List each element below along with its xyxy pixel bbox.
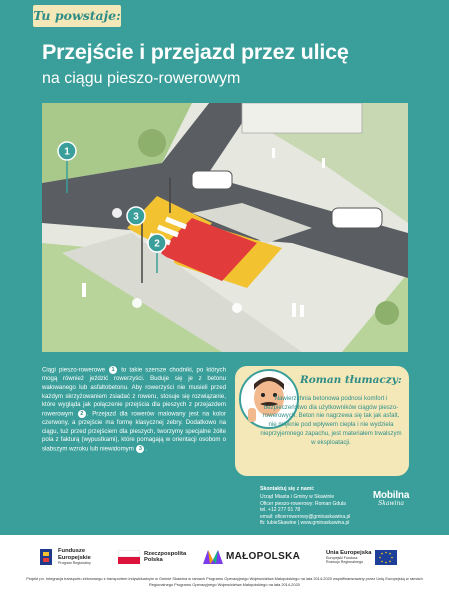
building	[242, 103, 362, 133]
rp-line1: Rzeczpospolita	[144, 550, 187, 557]
logo-unia-europejska	[326, 540, 397, 574]
tree	[138, 129, 166, 157]
brand-line-1: Mobilna	[372, 490, 410, 501]
fe-line1: Fundusze	[58, 548, 86, 555]
logo-rzeczpospolita	[118, 540, 186, 574]
contact-block	[260, 486, 370, 526]
rp-line2: Polska	[144, 557, 163, 563]
contact-line: Oficer pieszo-rowerowy: Roman Gdula	[260, 500, 346, 507]
ue-line3: Rozwoju Regionalnego	[326, 560, 363, 565]
fe-line3: Program Regionalny	[58, 561, 91, 566]
svg-text:2: 2	[154, 238, 160, 250]
marker-3	[127, 207, 145, 225]
contact-web[interactable]: fb: lubieSkawine | www.gminaskawina.pl	[260, 520, 350, 527]
marker-1-inline: 1	[109, 366, 117, 374]
mp-text: MAŁOPOLSKA	[226, 550, 301, 562]
ue-line1: Unia Europejska	[326, 549, 372, 556]
page-subtitle: na ciągu pieszo-rowerowym	[42, 70, 241, 87]
tag-label: Tu powstaje:	[33, 8, 121, 23]
tag-badge	[33, 5, 121, 27]
fe-line2: Europejskie	[58, 554, 91, 561]
svg-text:1: 1	[64, 146, 70, 158]
white-car	[332, 208, 382, 228]
description-part: Ciągi pieszo-rowerowe	[42, 366, 106, 374]
marker-2	[148, 234, 166, 252]
marker-1	[58, 142, 76, 160]
info-box-text: Nawierzchnia betonowa podnosi komfort i bezpieczeństwo dla użytkowników ciągów pieszo-rowerowych. Beton nie nagrzewa się tak jak asfalt, nie mięknie pod wpływem ciepła i nie wydziela nieprzyjemnego zapachu, jest materiałem trwalszym w eksploatacji.	[260, 395, 402, 446]
white-car	[192, 171, 232, 189]
footer-line: Regionalnego Programu Operacyjnego Województwa Małopolskiego na lata 2014-2020	[149, 581, 300, 587]
footer-note	[20, 576, 429, 587]
ue-line2: Europejski Fundusz	[326, 556, 358, 560]
malopolska-icon	[203, 550, 223, 564]
logo-malopolska	[203, 540, 300, 574]
page-title: Przejście i przejazd przez ulicę	[42, 40, 349, 64]
contact-phone: tel. +12 277 01 78	[260, 507, 301, 514]
contact-heading: Skontaktuj się z nami:	[260, 486, 315, 492]
svg-text:3: 3	[133, 211, 139, 223]
logo-fundusze-europejskie	[38, 540, 91, 574]
description-part: .	[145, 445, 148, 453]
footer-line: Projekt pn. Integracja transportu zbiorowego z transportem indywidualnym w Gminie Skawina w ramach Programu Operacyjnego Województwa Małopolskiego na lata 2014-2020 współfinansowany przez Unię Europejską w ramach	[26, 576, 423, 581]
description-part: to takie szersze chodniki, po których mogą również jeździć rowerzyści. Buduje się je z betonu wałowanego lub asfaltobetonu. Aby rowerzyści nie musieli przed każdym skrzyżowaniem zsiadać z roweru, stosuje się rozwiązanie, które wygląda jak połączenie przejścia dla pieszych z przejazdem rowerowym	[42, 366, 226, 418]
info-box-title: Roman tłumaczy:	[300, 374, 402, 386]
marker-2-inline: 2	[78, 410, 86, 418]
mobilna-skawina-logo	[363, 490, 419, 507]
description-text	[42, 366, 226, 454]
crossing-illustration	[42, 103, 408, 352]
marker-3-inline: 3	[136, 445, 144, 453]
pl-flag-icon	[118, 550, 140, 564]
funding-logos	[0, 540, 449, 574]
description-part: . Przejazd dla rowerów malowany jest na kolor czerwony, a przejście ma formę klasycznej zebry. Dodatkowo na ciągu, tuż przed przejściem dla pieszych, tworzymy specjalne żółte pola z fakturą (wypustkami), które pomagają w orientacji osobom o słabszym wzroku lub niewidomym	[42, 410, 226, 453]
brand-line-2: Skawina	[378, 500, 404, 507]
tree	[375, 301, 399, 325]
contact-line: Urząd Miasta i Gminy w Skawinie	[260, 494, 335, 501]
eu-flag-icon	[375, 550, 397, 565]
fe-icon	[38, 547, 54, 567]
contact-email[interactable]: email: oficerrowerowy@gminaskawina.pl	[260, 513, 351, 520]
